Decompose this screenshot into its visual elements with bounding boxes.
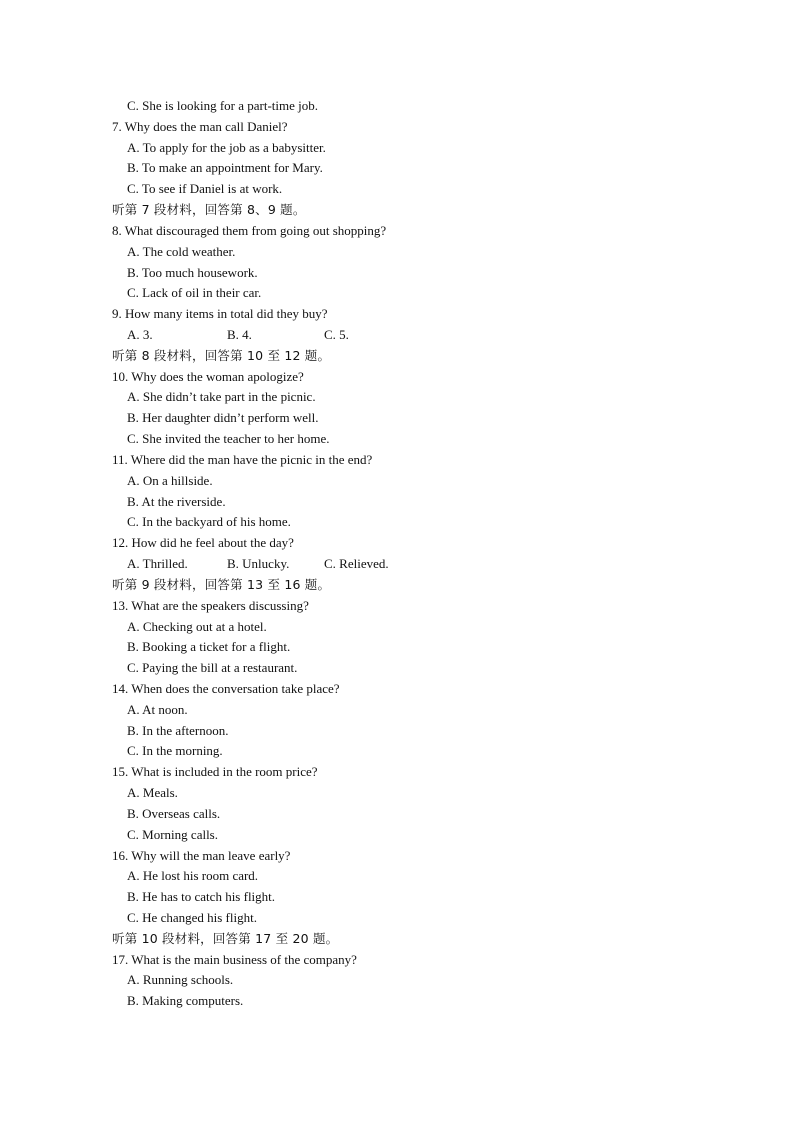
question-text: 12. How did he feel about the day? xyxy=(112,535,294,550)
question-text: 13. What are the speakers discussing? xyxy=(112,598,309,613)
option-text: C. To see if Daniel is at work. xyxy=(127,181,283,196)
option-text: C. She invited the teacher to her home. xyxy=(127,431,330,446)
option-text: B. Overseas calls. xyxy=(127,806,221,821)
option-text: B. Her daughter didn’t perform well. xyxy=(127,410,319,425)
question-text: 16. Why will the man leave early? xyxy=(112,848,291,863)
question-text: 17. What is the main business of the company? xyxy=(112,952,357,967)
option-text: A. She didn’t take part in the picnic. xyxy=(127,389,316,404)
section-instruction: 听第 8 段材料，回答第 10 至 12 题。 xyxy=(112,348,331,363)
option-text: A. Checking out at a hotel. xyxy=(127,619,267,634)
option-text: B. At the riverside. xyxy=(127,494,226,509)
option-text: B. In the afternoon. xyxy=(127,723,229,738)
option-text: A. He lost his room card. xyxy=(127,868,259,883)
section-instruction: 听第 7 段材料，回答第 8、9 题。 xyxy=(112,202,306,217)
option-text: A. 3. xyxy=(127,327,153,342)
inline-options xyxy=(127,556,527,572)
inline-options xyxy=(127,327,527,343)
section-instruction: 听第 10 段材料，回答第 17 至 20 题。 xyxy=(112,931,339,946)
option-text: C. Relieved. xyxy=(324,556,389,571)
question-text: 8. What discouraged them from going out shopping? xyxy=(112,223,387,238)
section-instruction: 听第 9 段材料，回答第 13 至 16 题。 xyxy=(112,577,331,592)
option-text: B. Making computers. xyxy=(127,993,244,1008)
option-text: C. She is looking for a part-time job. xyxy=(127,98,319,113)
option-text: B. Unlucky. xyxy=(227,556,290,571)
question-text: 14. When does the conversation take place? xyxy=(112,681,340,696)
option-text: C. In the morning. xyxy=(127,743,223,758)
option-text: C. Morning calls. xyxy=(127,827,218,842)
option-text: B. To make an appointment for Mary. xyxy=(127,160,323,175)
option-text: A. The cold weather. xyxy=(127,244,236,259)
option-text: A. To apply for the job as a babysitter. xyxy=(127,140,326,155)
option-text: B. Too much housework. xyxy=(127,265,258,280)
question-text: 7. Why does the man call Daniel? xyxy=(112,119,288,134)
option-text: C. 5. xyxy=(324,327,349,342)
option-text: C. Lack of oil in their car. xyxy=(127,285,262,300)
option-text: A. On a hillside. xyxy=(127,473,213,488)
question-text: 10. Why does the woman apologize? xyxy=(112,369,304,384)
option-text: A. Meals. xyxy=(127,785,178,800)
question-text: 9. How many items in total did they buy? xyxy=(112,306,328,321)
question-text: 11. Where did the man have the picnic in the end? xyxy=(112,452,373,467)
option-text: C. Paying the bill at a restaurant. xyxy=(127,660,298,675)
option-text: C. He changed his flight. xyxy=(127,910,257,925)
option-text: A. Running schools. xyxy=(127,972,234,987)
option-text: B. He has to catch his flight. xyxy=(127,889,276,904)
option-text: C. In the backyard of his home. xyxy=(127,514,291,529)
option-text: B. Booking a ticket for a flight. xyxy=(127,639,291,654)
option-text: A. Thrilled. xyxy=(127,556,188,571)
option-text: A. At noon. xyxy=(127,702,188,717)
question-text: 15. What is included in the room price? xyxy=(112,764,318,779)
option-text: B. 4. xyxy=(227,327,252,342)
